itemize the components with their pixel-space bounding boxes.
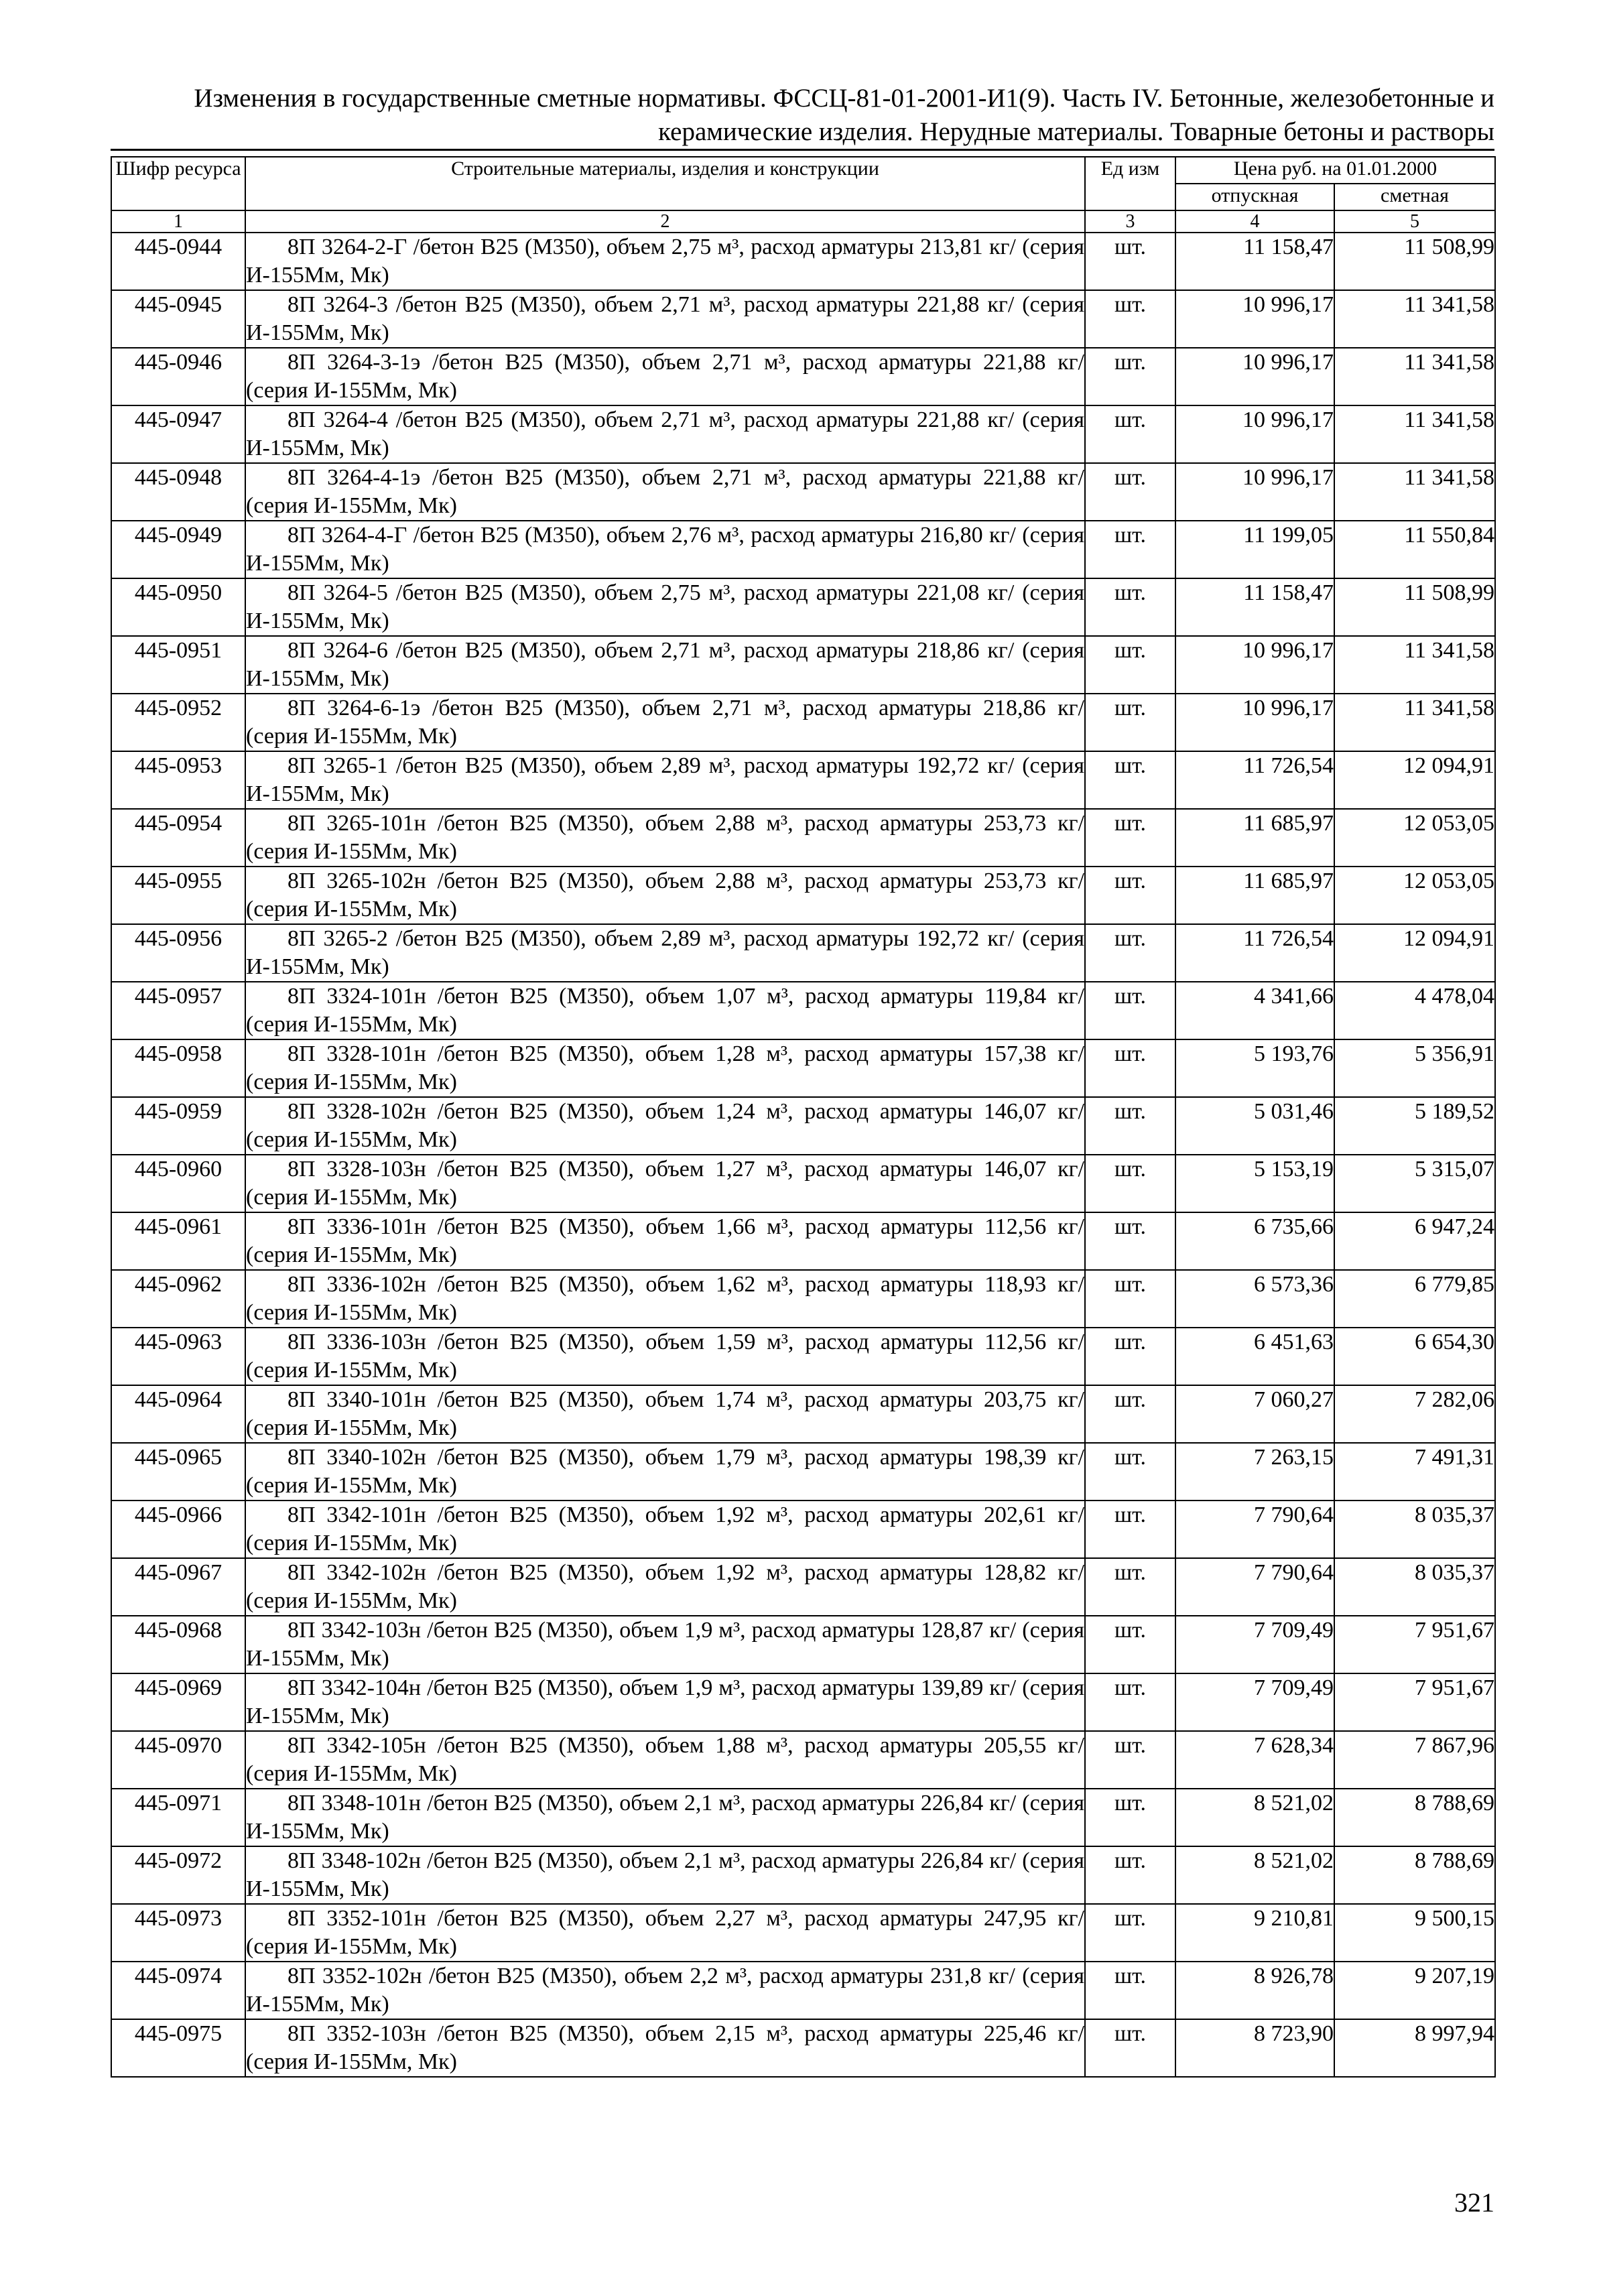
material-name-cell: 8П 3342-104н /бетон В25 (М350), объем 1,9 м³, расход арматуры 139,89 кг/ (серия И-155Мм, Мк) (245, 1673, 1085, 1731)
release-price-cell: 10 996,17 (1175, 694, 1334, 751)
release-price-cell: 7 709,49 (1175, 1616, 1334, 1673)
material-name-cell: 8П 3324-101н /бетон В25 (М350), объем 1,07 м³, расход арматуры 119,84 кг/ (серия И-155Мм, Мк) (245, 982, 1085, 1039)
release-price-cell: 5 153,19 (1175, 1155, 1334, 1212)
material-name-cell: 8П 3342-103н /бетон В25 (М350), объем 1,9 м³, расход арматуры 128,87 кг/ (серия И-155Мм, Мк) (245, 1616, 1085, 1673)
resource-code-cell: 445-0971 (111, 1789, 245, 1846)
unit-cell: шт. (1085, 521, 1175, 578)
table-row (111, 1789, 1495, 1846)
column-number: 2 (245, 210, 1085, 233)
table-row (111, 1385, 1495, 1443)
release-price-cell: 7 790,64 (1175, 1501, 1334, 1558)
estimate-price-cell: 7 491,31 (1334, 1443, 1495, 1501)
material-name-cell: 8П 3264-4-1э /бетон В25 (М350), объем 2,71 м³, расход арматуры 221,88 кг/ (серия И-155Мм, Мк) (245, 463, 1085, 521)
resource-code-cell: 445-0957 (111, 982, 245, 1039)
estimate-price-cell: 9 207,19 (1334, 1962, 1495, 2019)
material-name-cell: 8П 3264-4 /бетон В25 (М350), объем 2,71 м³, расход арматуры 221,88 кг/ (серия И-155Мм, Мк) (245, 405, 1085, 463)
resource-code-cell: 445-0972 (111, 1846, 245, 1904)
resource-code-cell: 445-0954 (111, 809, 245, 867)
estimate-price-cell: 7 282,06 (1334, 1385, 1495, 1443)
estimate-price-cell: 12 094,91 (1334, 751, 1495, 809)
material-name-cell: 8П 3328-103н /бетон В25 (М350), объем 1,27 м³, расход арматуры 146,07 кг/ (серия И-155Мм, Мк) (245, 1155, 1085, 1212)
table-row (111, 290, 1495, 348)
material-name-cell: 8П 3264-3-1э /бетон В25 (М350), объем 2,71 м³, расход арматуры 221,88 кг/ (серия И-155Мм, Мк) (245, 348, 1085, 405)
estimate-price-cell: 6 779,85 (1334, 1270, 1495, 1328)
resource-code-cell: 445-0948 (111, 463, 245, 521)
resource-code-cell: 445-0949 (111, 521, 245, 578)
resource-code-cell: 445-0962 (111, 1270, 245, 1328)
estimate-price-cell: 11 508,99 (1334, 233, 1495, 290)
resource-code-cell: 445-0956 (111, 924, 245, 982)
document-header (111, 82, 1494, 149)
table-row (111, 1558, 1495, 1616)
material-name-cell: 8П 3348-101н /бетон В25 (М350), объем 2,1 м³, расход арматуры 226,84 кг/ (серия И-155Мм, Мк) (245, 1789, 1085, 1846)
resource-code-cell: 445-0959 (111, 1097, 245, 1155)
unit-cell: шт. (1085, 636, 1175, 694)
resource-code-cell: 445-0963 (111, 1328, 245, 1385)
estimate-price-cell: 11 341,58 (1334, 694, 1495, 751)
table-row (111, 1846, 1495, 1904)
estimate-price-cell: 12 053,05 (1334, 809, 1495, 867)
table-row (111, 521, 1495, 578)
unit-cell: шт. (1085, 1962, 1175, 2019)
resource-code-cell: 445-0966 (111, 1501, 245, 1558)
estimate-price-cell: 12 053,05 (1334, 867, 1495, 924)
unit-cell: шт. (1085, 1328, 1175, 1385)
material-name-cell: 8П 3264-6 /бетон В25 (М350), объем 2,71 м³, расход арматуры 218,86 кг/ (серия И-155Мм, Мк) (245, 636, 1085, 694)
unit-cell: шт. (1085, 2019, 1175, 2077)
release-price-cell: 10 996,17 (1175, 405, 1334, 463)
estimate-price-cell: 8 788,69 (1334, 1846, 1495, 1904)
estimate-price-cell: 4 478,04 (1334, 982, 1495, 1039)
unit-cell: шт. (1085, 809, 1175, 867)
table-row (111, 405, 1495, 463)
estimate-price-cell: 11 341,58 (1334, 348, 1495, 405)
estimate-price-cell: 11 341,58 (1334, 290, 1495, 348)
table-row (111, 1616, 1495, 1673)
table-row (111, 463, 1495, 521)
estimate-price-cell: 11 341,58 (1334, 463, 1495, 521)
release-price-cell: 11 158,47 (1175, 233, 1334, 290)
unit-cell: шт. (1085, 1846, 1175, 1904)
table-row (111, 751, 1495, 809)
page-number: 321 (1454, 2187, 1494, 2218)
resource-code-cell: 445-0958 (111, 1039, 245, 1097)
estimate-price-cell: 11 508,99 (1334, 578, 1495, 636)
material-name-cell: 8П 3336-101н /бетон В25 (М350), объем 1,66 м³, расход арматуры 112,56 кг/ (серия И-155Мм, Мк) (245, 1212, 1085, 1270)
header-line-2: керамические изделия. Нерудные материалы. Товарные бетоны и растворы (658, 117, 1494, 146)
material-name-cell: 8П 3352-102н /бетон В25 (М350), объем 2,2 м³, расход арматуры 231,8 кг/ (серия И-155Мм, Мк) (245, 1962, 1085, 2019)
resource-code-cell: 445-0967 (111, 1558, 245, 1616)
table-row (111, 2019, 1495, 2077)
material-name-cell: 8П 3264-2-Г /бетон В25 (М350), объем 2,75 м³, расход арматуры 213,81 кг/ (серия И-155Мм, Мк) (245, 233, 1085, 290)
release-price-cell: 11 726,54 (1175, 751, 1334, 809)
column-number: 3 (1085, 210, 1175, 233)
estimate-price-cell: 7 867,96 (1334, 1731, 1495, 1789)
estimate-price-cell: 5 189,52 (1334, 1097, 1495, 1155)
unit-cell: шт. (1085, 1039, 1175, 1097)
estimate-price-cell: 7 951,67 (1334, 1673, 1495, 1731)
material-name-cell: 8П 3340-102н /бетон В25 (М350), объем 1,79 м³, расход арматуры 198,39 кг/ (серия И-155Мм, Мк) (245, 1443, 1085, 1501)
resource-code-cell: 445-0950 (111, 578, 245, 636)
material-name-cell: 8П 3352-101н /бетон В25 (М350), объем 2,27 м³, расход арматуры 247,95 кг/ (серия И-155Мм, Мк) (245, 1904, 1085, 1962)
release-price-cell: 5 031,46 (1175, 1097, 1334, 1155)
resource-code-cell: 445-0968 (111, 1616, 245, 1673)
unit-cell: шт. (1085, 463, 1175, 521)
release-price-cell: 11 158,47 (1175, 578, 1334, 636)
material-name-cell: 8П 3342-102н /бетон В25 (М350), объем 1,92 м³, расход арматуры 128,82 кг/ (серия И-155Мм, Мк) (245, 1558, 1085, 1616)
estimate-price-cell: 5 315,07 (1334, 1155, 1495, 1212)
header-rule (111, 149, 1494, 151)
table-header-row (111, 157, 1495, 184)
resource-code-cell: 445-0947 (111, 405, 245, 463)
unit-cell: шт. (1085, 1385, 1175, 1443)
estimate-price-cell: 8 788,69 (1334, 1789, 1495, 1846)
release-price-cell: 7 060,27 (1175, 1385, 1334, 1443)
release-price-cell: 8 521,02 (1175, 1846, 1334, 1904)
release-price-cell: 5 193,76 (1175, 1039, 1334, 1097)
unit-cell: шт. (1085, 1097, 1175, 1155)
table-row (111, 1328, 1495, 1385)
resource-code-cell: 445-0944 (111, 233, 245, 290)
table-row (111, 578, 1495, 636)
column-number: 5 (1334, 210, 1495, 233)
table-row (111, 1904, 1495, 1962)
resource-code-cell: 445-0975 (111, 2019, 245, 2077)
material-name-cell: 8П 3328-101н /бетон В25 (М350), объем 1,28 м³, расход арматуры 157,38 кг/ (серия И-155Мм, Мк) (245, 1039, 1085, 1097)
release-price-cell: 6 451,63 (1175, 1328, 1334, 1385)
unit-cell: шт. (1085, 1616, 1175, 1673)
column-number-row (111, 210, 1495, 233)
table-row (111, 1962, 1495, 2019)
column-header-price-group: Цена руб. на 01.01.2000 (1175, 157, 1495, 184)
table-row (111, 1212, 1495, 1270)
resource-code-cell: 445-0969 (111, 1673, 245, 1731)
unit-cell: шт. (1085, 1501, 1175, 1558)
column-number: 4 (1175, 210, 1334, 233)
material-name-cell: 8П 3264-6-1э /бетон В25 (М350), объем 2,71 м³, расход арматуры 218,86 кг/ (серия И-155Мм, Мк) (245, 694, 1085, 751)
resource-code-cell: 445-0960 (111, 1155, 245, 1212)
table-row (111, 1731, 1495, 1789)
estimate-price-cell: 12 094,91 (1334, 924, 1495, 982)
unit-cell: шт. (1085, 751, 1175, 809)
table-row (111, 1673, 1495, 1731)
release-price-cell: 6 573,36 (1175, 1270, 1334, 1328)
estimate-price-cell: 8 997,94 (1334, 2019, 1495, 2077)
price-table (111, 156, 1496, 2078)
unit-cell: шт. (1085, 290, 1175, 348)
unit-cell: шт. (1085, 405, 1175, 463)
table-row (111, 1155, 1495, 1212)
material-name-cell: 8П 3336-102н /бетон В25 (М350), объем 1,62 м³, расход арматуры 118,93 кг/ (серия И-155Мм, Мк) (245, 1270, 1085, 1328)
estimate-price-cell: 11 341,58 (1334, 636, 1495, 694)
material-name-cell: 8П 3265-2 /бетон В25 (М350), объем 2,89 м³, расход арматуры 192,72 кг/ (серия И-155Мм, Мк) (245, 924, 1085, 982)
resource-code-cell: 445-0955 (111, 867, 245, 924)
table-row (111, 867, 1495, 924)
column-header-code: Шифр ресурса (111, 157, 245, 210)
estimate-price-cell: 11 341,58 (1334, 405, 1495, 463)
release-price-cell: 10 996,17 (1175, 348, 1334, 405)
material-name-cell: 8П 3264-4-Г /бетон В25 (М350), объем 2,76 м³, расход арматуры 216,80 кг/ (серия И-155Мм, Мк) (245, 521, 1085, 578)
material-name-cell: 8П 3352-103н /бетон В25 (М350), объем 2,15 м³, расход арматуры 225,46 кг/ (серия И-155Мм, Мк) (245, 2019, 1085, 2077)
unit-cell: шт. (1085, 1443, 1175, 1501)
column-header-unit: Ед изм (1085, 157, 1175, 210)
table-row (111, 809, 1495, 867)
table-row (111, 1443, 1495, 1501)
release-price-cell: 11 685,97 (1175, 809, 1334, 867)
column-number: 1 (111, 210, 245, 233)
estimate-price-cell: 8 035,37 (1334, 1558, 1495, 1616)
resource-code-cell: 445-0945 (111, 290, 245, 348)
resource-code-cell: 445-0946 (111, 348, 245, 405)
release-price-cell: 11 199,05 (1175, 521, 1334, 578)
unit-cell: шт. (1085, 1673, 1175, 1731)
table-row (111, 1270, 1495, 1328)
material-name-cell: 8П 3348-102н /бетон В25 (М350), объем 2,1 м³, расход арматуры 226,84 кг/ (серия И-155Мм, Мк) (245, 1846, 1085, 1904)
table-row (111, 1501, 1495, 1558)
release-price-cell: 7 628,34 (1175, 1731, 1334, 1789)
table-row (111, 348, 1495, 405)
column-header-estimate: сметная (1334, 184, 1495, 210)
unit-cell: шт. (1085, 924, 1175, 982)
unit-cell: шт. (1085, 1789, 1175, 1846)
estimate-price-cell: 7 951,67 (1334, 1616, 1495, 1673)
estimate-price-cell: 6 947,24 (1334, 1212, 1495, 1270)
release-price-cell: 4 341,66 (1175, 982, 1334, 1039)
release-price-cell: 9 210,81 (1175, 1904, 1334, 1962)
release-price-cell: 10 996,17 (1175, 463, 1334, 521)
table-row (111, 924, 1495, 982)
material-name-cell: 8П 3265-102н /бетон В25 (М350), объем 2,88 м³, расход арматуры 253,73 кг/ (серия И-155Мм, Мк) (245, 867, 1085, 924)
table-row (111, 1039, 1495, 1097)
table-row (111, 233, 1495, 290)
material-name-cell: 8П 3265-1 /бетон В25 (М350), объем 2,89 м³, расход арматуры 192,72 кг/ (серия И-155Мм, Мк) (245, 751, 1085, 809)
unit-cell: шт. (1085, 1731, 1175, 1789)
release-price-cell: 7 709,49 (1175, 1673, 1334, 1731)
unit-cell: шт. (1085, 982, 1175, 1039)
release-price-cell: 11 726,54 (1175, 924, 1334, 982)
release-price-cell: 8 723,90 (1175, 2019, 1334, 2077)
release-price-cell: 10 996,17 (1175, 290, 1334, 348)
material-name-cell: 8П 3342-101н /бетон В25 (М350), объем 1,92 м³, расход арматуры 202,61 кг/ (серия И-155Мм, Мк) (245, 1501, 1085, 1558)
unit-cell: шт. (1085, 578, 1175, 636)
release-price-cell: 6 735,66 (1175, 1212, 1334, 1270)
table-row (111, 1097, 1495, 1155)
release-price-cell: 11 685,97 (1175, 867, 1334, 924)
table-row (111, 982, 1495, 1039)
header-line-1: Изменения в государственные сметные нормативы. ФССЦ-81-01-2001-И1(9). Часть IV. Бетонные, железобетонные и (194, 84, 1494, 113)
table-row (111, 694, 1495, 751)
unit-cell: шт. (1085, 1270, 1175, 1328)
release-price-cell: 10 996,17 (1175, 636, 1334, 694)
unit-cell: шт. (1085, 1558, 1175, 1616)
material-name-cell: 8П 3265-101н /бетон В25 (М350), объем 2,88 м³, расход арматуры 253,73 кг/ (серия И-155Мм, Мк) (245, 809, 1085, 867)
material-name-cell: 8П 3342-105н /бетон В25 (М350), объем 1,88 м³, расход арматуры 205,55 кг/ (серия И-155Мм, Мк) (245, 1731, 1085, 1789)
unit-cell: шт. (1085, 867, 1175, 924)
material-name-cell: 8П 3340-101н /бетон В25 (М350), объем 1,74 м³, расход арматуры 203,75 кг/ (серия И-155Мм, Мк) (245, 1385, 1085, 1443)
release-price-cell: 8 521,02 (1175, 1789, 1334, 1846)
resource-code-cell: 445-0953 (111, 751, 245, 809)
unit-cell: шт. (1085, 233, 1175, 290)
material-name-cell: 8П 3264-3 /бетон В25 (М350), объем 2,71 м³, расход арматуры 221,88 кг/ (серия И-155Мм, Мк) (245, 290, 1085, 348)
estimate-price-cell: 8 035,37 (1334, 1501, 1495, 1558)
resource-code-cell: 445-0964 (111, 1385, 245, 1443)
unit-cell: шт. (1085, 694, 1175, 751)
estimate-price-cell: 9 500,15 (1334, 1904, 1495, 1962)
unit-cell: шт. (1085, 1155, 1175, 1212)
resource-code-cell: 445-0974 (111, 1962, 245, 2019)
estimate-price-cell: 11 550,84 (1334, 521, 1495, 578)
column-header-release: отпускная (1175, 184, 1334, 210)
resource-code-cell: 445-0961 (111, 1212, 245, 1270)
release-price-cell: 8 926,78 (1175, 1962, 1334, 2019)
unit-cell: шт. (1085, 1212, 1175, 1270)
table-row (111, 636, 1495, 694)
material-name-cell: 8П 3336-103н /бетон В25 (М350), объем 1,59 м³, расход арматуры 112,56 кг/ (серия И-155Мм, Мк) (245, 1328, 1085, 1385)
resource-code-cell: 445-0965 (111, 1443, 245, 1501)
resource-code-cell: 445-0973 (111, 1904, 245, 1962)
estimate-price-cell: 6 654,30 (1334, 1328, 1495, 1385)
resource-code-cell: 445-0951 (111, 636, 245, 694)
column-header-name: Строительные материалы, изделия и конструкции (245, 157, 1085, 210)
resource-code-cell: 445-0970 (111, 1731, 245, 1789)
table-body (111, 233, 1495, 2077)
material-name-cell: 8П 3264-5 /бетон В25 (М350), объем 2,75 м³, расход арматуры 221,08 кг/ (серия И-155Мм, Мк) (245, 578, 1085, 636)
release-price-cell: 7 263,15 (1175, 1443, 1334, 1501)
unit-cell: шт. (1085, 1904, 1175, 1962)
release-price-cell: 7 790,64 (1175, 1558, 1334, 1616)
estimate-price-cell: 5 356,91 (1334, 1039, 1495, 1097)
unit-cell: шт. (1085, 348, 1175, 405)
resource-code-cell: 445-0952 (111, 694, 245, 751)
material-name-cell: 8П 3328-102н /бетон В25 (М350), объем 1,24 м³, расход арматуры 146,07 кг/ (серия И-155Мм, Мк) (245, 1097, 1085, 1155)
